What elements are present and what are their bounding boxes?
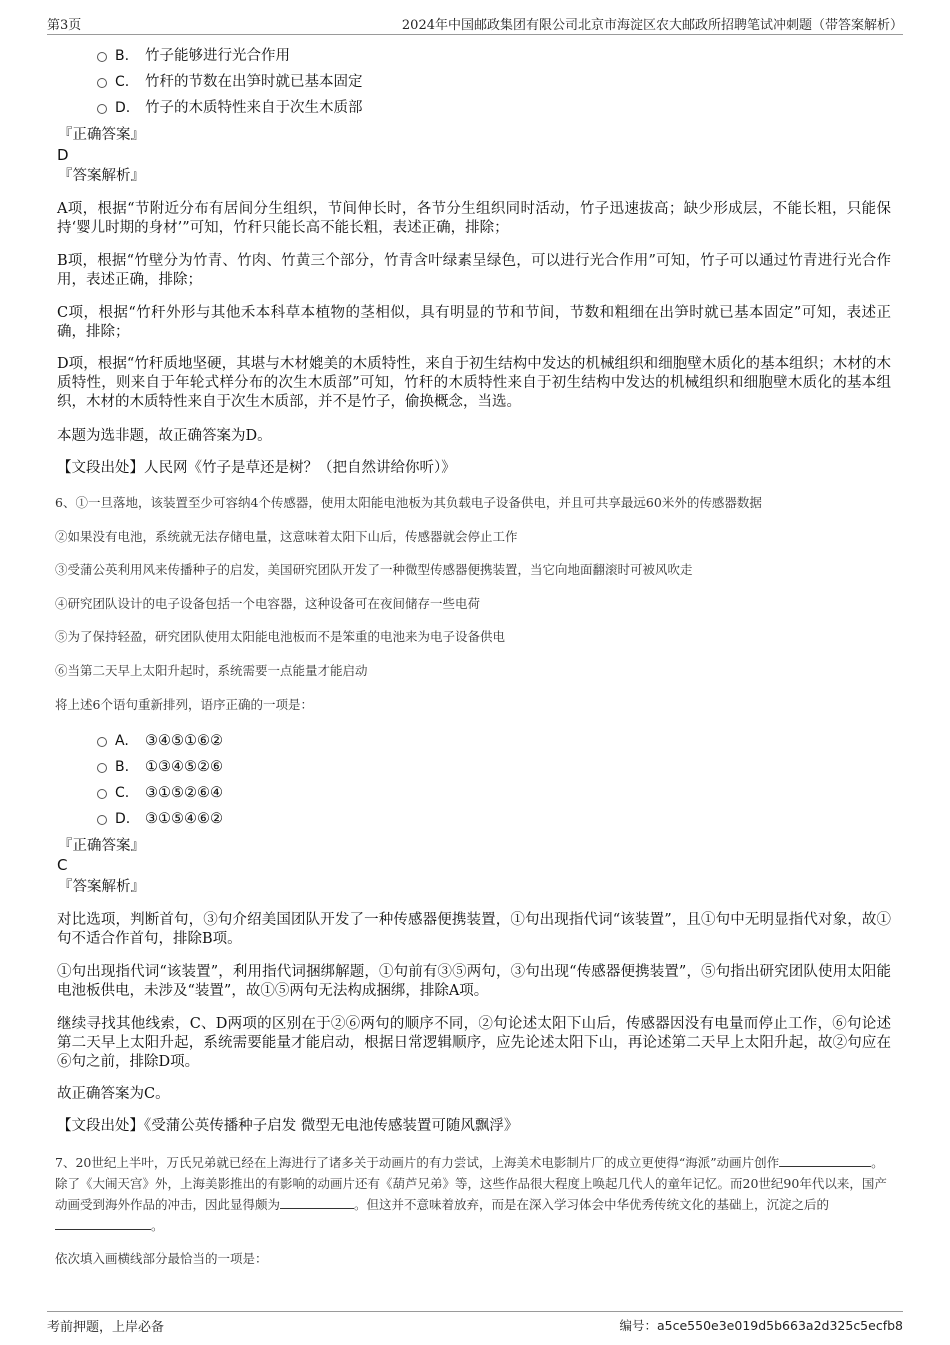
analysis-label: 『答案解析』: [58, 879, 145, 895]
analysis-label: 『答案解析』: [58, 168, 145, 184]
fill-blank-2[interactable]: [280, 1194, 354, 1209]
option-letter: B.: [115, 759, 130, 775]
answer-value: C: [57, 856, 68, 874]
analysis-paragraph: 继续寻找其他线索，C、D两项的区别在于②⑥两句的顺序不同，②句论述太阳下山后，传感器因没有电量而停止工作，⑥句论述第二天早上太阳升起，系统需要能量才能启动，根据日常逻辑顺序，应先论述太阳下山，再论述第二天早上太阳升起，故②句应在⑥句之前，排除D项。: [57, 1016, 891, 1070]
question-sentence: ④研究团队设计的电子设备包括一个电容器，这种设备可在夜间储存一些电荷: [55, 596, 481, 611]
fill-blank-3[interactable]: [55, 1215, 151, 1230]
question-sentence: ③受蒲公英利用风来传播种子的启发，美国研究团队开发了一种微型传感器便携装置，当它向地面翻滚时可被风吹走: [55, 562, 693, 577]
analysis-paragraph: 对比选项，判断首句，③句介绍美国团队开发了一种传感器便携装置，①句出现指代词“该装置”，且①句中无明显指代对象，故①句不适合作首句，排除B项。: [57, 912, 891, 947]
question-prompt: 依次填入画横线部分最恰当的一项是：: [55, 1251, 268, 1266]
option-letter: D.: [115, 100, 131, 116]
footer-slogan: 考前押题，上岸必备: [47, 1320, 165, 1335]
page-header: [47, 12, 903, 35]
question-text: [55, 1152, 895, 1236]
fill-blank-1[interactable]: [779, 1152, 871, 1167]
radio-icon[interactable]: [97, 78, 107, 88]
option-text: 竹子能够进行光合作用: [145, 48, 290, 64]
radio-icon[interactable]: [97, 737, 107, 747]
option-text: ③④⑤①⑥②: [145, 733, 223, 749]
analysis-paragraph: ①句出现指代词“该装置”，利用指代词捆绑解题，①句前有③⑤两句，③句出现“传感器便携装置”，⑤句指出研究团队使用太阳能电池板供电，未涉及“装置”，故①⑤两句无法构成捆绑，排除A项。: [57, 964, 891, 999]
analysis-paragraph: D项，根据“竹秆质地坚硬，其堪与木材媲美的木质特性，来自于初生结构中发达的机械组织和细胞壁木质化的基本组织；木材的木质特性，则来自于年轮式样分布的次生木质部”可知，竹秆的木质特性来自于初生结构中发达的机械组织和细胞壁木质化的基本组织，木材的木质特性来自于次生木质部，并不是竹子，偷换概念，当选。: [57, 356, 891, 410]
question-text-part: 。: [151, 1218, 164, 1233]
question-prompt: 将上述6个语句重新排列，语序正确的一项是：: [55, 697, 313, 712]
source-citation: 【文段出处】《受蒲公英传播种子启发 微型无电池传感装置可随风飘浮》: [57, 1118, 519, 1134]
question-sentence: ⑥当第二天早上太阳升起时，系统需要一点能量才能启动: [55, 663, 368, 678]
radio-icon[interactable]: [97, 52, 107, 62]
analysis-paragraph: B项，根据“竹壁分为竹青、竹肉、竹黄三个部分，竹青含叶绿素呈绿色，可以进行光合作用”可知，竹子可以通过竹青进行光合作用，表述正确，排除；: [57, 253, 891, 288]
option-letter: C.: [115, 785, 130, 801]
page-footer: [47, 1311, 903, 1336]
option-letter: C.: [115, 74, 130, 90]
analysis-paragraph: A项，根据“节附近分布有居间分生组织，节间伸长时，各节分生组织同时活动，竹子迅速拔高；缺少形成层，不能长粗，只能保持‘婴儿时期的身材’”可知，竹秆只能长高不能长粗，表述正确，排除；: [57, 201, 891, 236]
radio-icon[interactable]: [97, 789, 107, 799]
question-text-part: 。除了《大闹天宫》外，上海美影推出的有影响的动画片还有《葫芦兄弟》等，这些作品很大程度上唤起几代人的童年记忆。而20世纪90年代以来，国产动画受到海外作品的冲击，因此显得颇为: [55, 1155, 887, 1212]
radio-icon[interactable]: [97, 815, 107, 825]
radio-icon[interactable]: [97, 763, 107, 773]
source-citation: 【文段出处】人民网《竹子是草还是树？（把自然讲给你听）》: [57, 460, 456, 476]
page-number: 第3页: [47, 18, 82, 33]
question-sentence: ⑤为了保持轻盈，研究团队使用太阳能电池板而不是笨重的电池来为电子设备供电: [55, 629, 506, 644]
option-text: ①③④⑤②⑥: [145, 759, 223, 775]
option-letter: D.: [115, 811, 131, 827]
option-text: ③①⑤④⑥②: [145, 811, 223, 827]
question-text-part: 。但这并不意味着放弃，而是在深入学习体会中华优秀传统文化的基础上，沉淀之后的: [354, 1197, 830, 1212]
question-sentence: 6、①一旦落地，该装置至少可容纳4个传感器，使用太阳能电池板为其负载电子设备供电，并且可共享最远60米外的传感器数据: [55, 495, 762, 510]
option-text: ③①⑤②⑥④: [145, 785, 223, 801]
radio-icon[interactable]: [97, 104, 107, 114]
analysis-conclusion: 本题为选非题，故正确答案为D。: [57, 428, 272, 444]
option-letter: A.: [115, 733, 129, 749]
option-text: 竹子的木质特性来自于次生木质部: [145, 100, 363, 116]
question-text-part: 7、20世纪上半叶，万氏兄弟就已经在上海进行了诸多关于动画片的有力尝试，上海美术电影制片厂的成立更使得“海派”动画片创作: [55, 1155, 780, 1170]
document-title: 2024年中国邮政集团有限公司北京市海淀区农大邮政所招聘笔试冲刺题（带答案解析）: [401, 18, 903, 33]
analysis-paragraph: C项，根据“竹秆外形与其他禾本科草本植物的茎相似，具有明显的节和节间，节数和粗细在出笋时就已基本固定”可知，表述正确，排除；: [57, 305, 891, 340]
question-sentence: ②如果没有电池，系统就无法存储电量，这意味着太阳下山后，传感器就会停止工作: [55, 529, 518, 544]
document-id: 编号：a5ce550e3e019d5b663a2d325c5ecfb8: [619, 1318, 903, 1333]
answer-label: 『正确答案』: [58, 127, 145, 143]
option-text: 竹秆的节数在出笋时就已基本固定: [145, 74, 363, 90]
answer-value: D: [57, 146, 69, 164]
option-letter: B.: [115, 48, 130, 64]
analysis-conclusion: 故正确答案为C。: [57, 1086, 170, 1102]
answer-label: 『正确答案』: [58, 838, 145, 854]
